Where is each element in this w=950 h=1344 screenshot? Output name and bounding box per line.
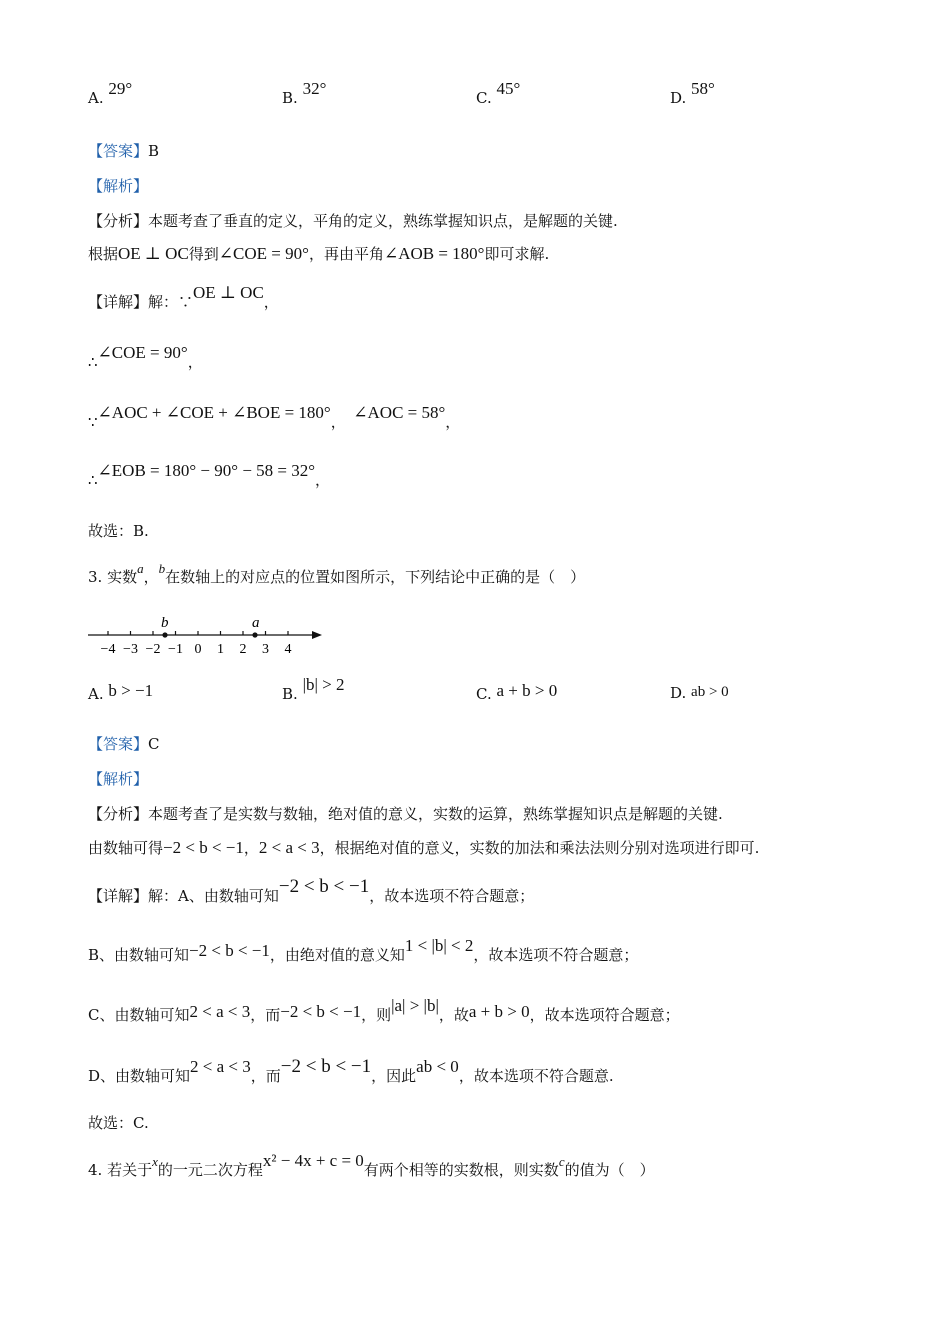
text: ，故本选项不符合题意；: [369, 887, 535, 905]
xiangjie-tag: 【详解】: [88, 293, 149, 311]
q3-answer: [88, 734, 160, 754]
math: x: [152, 1154, 158, 1169]
math: 2 < a < 3: [189, 1002, 251, 1021]
answer-value: B: [148, 142, 160, 160]
math: OE ⊥ OC: [193, 283, 264, 302]
text: ，根据绝对值的意义，实数的加法和乘法法则分别对选项进行即可.: [319, 839, 760, 857]
math: |a| > |b|: [391, 996, 439, 1015]
text: 3. 实数: [88, 568, 138, 586]
text: 根据: [88, 245, 119, 263]
text: ，故本选项不符合题意；: [473, 946, 639, 964]
q2-step-3: [88, 461, 331, 490]
option-letter: D.: [670, 684, 687, 702]
text: ，则: [361, 1006, 392, 1024]
text: 解：∵: [148, 293, 194, 311]
option-value: |b| > 2: [302, 675, 345, 694]
option-value: b > −1: [108, 681, 154, 700]
math: ∠AOC + ∠COE + ∠BOE = 180°: [97, 403, 331, 422]
q3-option-d-analysis: [88, 1056, 614, 1086]
text: 的值为（ ）: [564, 1161, 655, 1179]
answer-value: C: [148, 735, 160, 753]
text: 4. 若关于: [88, 1161, 153, 1179]
text: 在数轴上的对应点的位置如图所示，下列结论中正确的是（ ）: [165, 568, 586, 586]
arrow-right-icon: [312, 631, 322, 639]
tick-label: 0: [194, 642, 202, 657]
q3-option-c-analysis: [88, 996, 680, 1025]
option-value: 45°: [496, 79, 521, 98]
math: ab < 0: [416, 1057, 459, 1076]
q2-option-a: [88, 79, 133, 108]
text: ，: [315, 471, 331, 489]
text: ，故: [438, 1006, 469, 1024]
option-letter: B.: [282, 685, 298, 703]
math: ∠COE = 90°: [218, 244, 309, 263]
q2-conclusion: 故选：B.: [88, 522, 149, 540]
point-b-dot: [162, 632, 167, 637]
math: −2 < b < −1: [278, 876, 370, 897]
tick-label: 1: [217, 642, 224, 657]
option-value: ab > 0: [691, 684, 729, 700]
therefore-symbol: ∴: [88, 353, 98, 371]
text: ，由绝对值的意义知: [269, 946, 405, 964]
because-symbol: ∵: [88, 413, 98, 431]
text: ，而: [250, 1067, 281, 1085]
q3-jiexi-tag: 【解析】: [88, 770, 149, 788]
tick-label: 2: [239, 642, 247, 657]
tick-label: 3: [262, 642, 269, 657]
fenxi-tag: 【分析】: [88, 212, 149, 230]
math: OE ⊥ OC: [118, 244, 189, 263]
q4-stem: [88, 1151, 655, 1181]
tick-label: 4: [284, 642, 292, 657]
math: c: [558, 1154, 565, 1169]
q2-fenxi: [88, 211, 618, 231]
tick-label: −3: [123, 642, 138, 657]
answer-tag: 【答案】: [88, 735, 149, 753]
text: C、由数轴可知: [88, 1006, 190, 1024]
q2-jiexi-tag: 【解析】: [88, 177, 149, 195]
tick-label: −1: [168, 642, 183, 657]
math: ∠AOB = 180°: [383, 244, 485, 263]
math: −2 < b < −1: [280, 1002, 362, 1021]
q3-fenxi: [88, 804, 723, 824]
number-line-figure: [86, 610, 326, 658]
text: 由数轴可得: [88, 839, 164, 857]
q2-option-c: [476, 79, 521, 108]
xiangjie-tag: 【详解】: [88, 887, 149, 905]
math: b: [158, 561, 166, 576]
q3-xiangjie: [88, 876, 535, 906]
math: −2 < b < −1: [189, 941, 270, 960]
text: ，: [330, 413, 339, 431]
math: 2 < a < 3: [258, 838, 320, 857]
tick-label: −4: [100, 642, 116, 657]
math: −2 < b < −1: [280, 1056, 372, 1077]
option-value: 58°: [691, 79, 715, 98]
text: B、由数轴可知: [88, 946, 190, 964]
text: ，: [143, 568, 159, 586]
q2-analysis-line: [88, 244, 549, 264]
q3-option-c: [476, 681, 558, 704]
text: ，再由平角: [308, 245, 384, 263]
math: a + b > 0: [468, 1002, 530, 1021]
q3-stem: [88, 561, 586, 588]
text: ，故本选项不符合题意.: [458, 1067, 614, 1085]
option-letter: A.: [88, 685, 104, 703]
option-letter: C.: [476, 685, 492, 703]
text: ，因此: [371, 1067, 417, 1085]
point-a-label: a: [252, 615, 260, 631]
text: ，: [187, 353, 203, 371]
math: a: [137, 561, 144, 576]
point-a-dot: [252, 632, 257, 637]
q3-analysis-line: [88, 838, 759, 858]
text: ，: [243, 839, 259, 857]
fenxi-tag: 【分析】: [88, 805, 149, 823]
q3-option-b-analysis: [88, 936, 639, 965]
text: ，而: [250, 1006, 281, 1024]
q2-answer: [88, 141, 159, 161]
q2-xiangjie: [88, 283, 279, 312]
option-letter: C.: [476, 89, 492, 107]
option-value: a + b > 0: [496, 681, 558, 700]
text: ，: [263, 293, 279, 311]
text: 解：A、由数轴可知: [148, 887, 279, 905]
q2-step-1: [88, 343, 203, 372]
math: x² − 4x + c = 0: [262, 1151, 364, 1170]
q3-option-a: [88, 681, 154, 704]
text: ，: [445, 413, 461, 431]
fenxi-text: 本题考查了是实数与数轴，绝对值的意义，实数的运算，熟练掌握知识点是解题的关键.: [148, 805, 723, 823]
answer-tag: 【答案】: [88, 142, 149, 160]
text: ，故本选项符合题意；: [529, 1006, 680, 1024]
fenxi-text: 本题考查了垂直的定义，平角的定义，熟练掌握知识点，是解题的关键.: [148, 212, 618, 230]
math: 1 < |b| < 2: [404, 936, 474, 955]
text: 得到: [188, 245, 219, 263]
q2-option-b: [282, 79, 327, 108]
text: 有两个相等的实数根，则实数: [363, 1161, 559, 1179]
math: ∠EOB = 180° − 90° − 58 = 32°: [97, 461, 316, 480]
option-value: 32°: [302, 79, 327, 98]
tick-label: −2: [145, 642, 161, 657]
math: ∠COE = 90°: [97, 343, 188, 362]
option-value: 29°: [108, 79, 133, 98]
option-letter: A.: [88, 89, 104, 107]
math: 2 < a < 3: [190, 1057, 251, 1076]
therefore-symbol: ∴: [88, 471, 98, 489]
q3-option-d: [670, 684, 729, 703]
option-letter: D.: [670, 89, 687, 107]
q2-option-d: [670, 79, 715, 108]
q3-conclusion: 故选：C.: [88, 1114, 149, 1132]
q3-option-b: [282, 675, 345, 704]
text: D、由数轴可知: [88, 1067, 191, 1085]
text: 即可求解.: [484, 245, 550, 263]
point-b-label: b: [161, 615, 169, 631]
option-letter: B.: [282, 89, 298, 107]
text: 的一元二次方程: [157, 1161, 263, 1179]
math: ∠AOC = 58°: [353, 403, 446, 422]
q2-step-2: [88, 403, 461, 432]
math: −2 < b < −1: [163, 838, 244, 857]
